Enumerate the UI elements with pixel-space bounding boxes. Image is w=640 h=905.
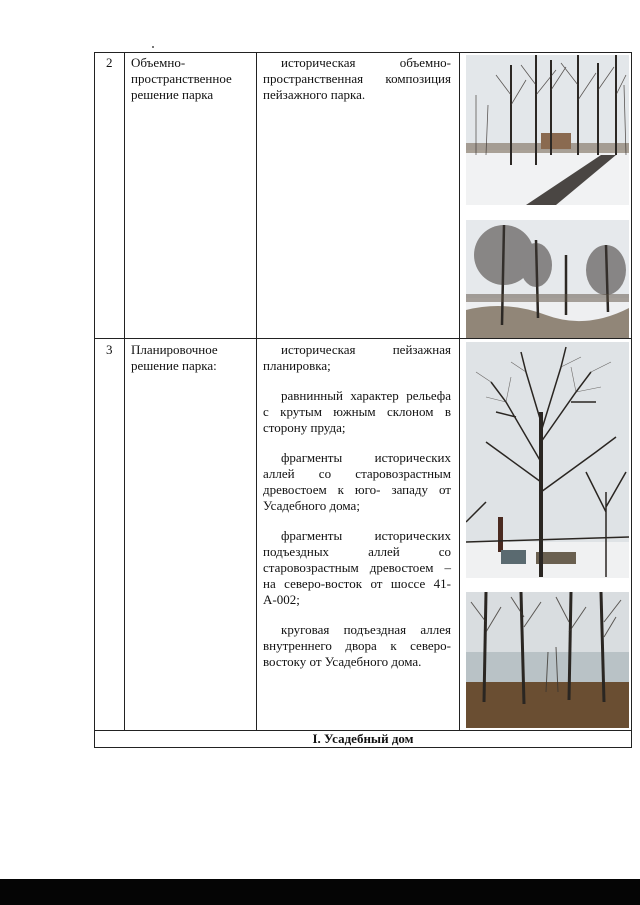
section-title: I. Усадебный дом [312,731,414,746]
row-name: Планировочное решение парка: [131,342,218,373]
description-paragraph: историческая объемно-пространственная композиция пейзажного парка. [263,55,451,102]
scan-edge [0,879,640,905]
row-description [263,342,451,670]
description-paragraph: круговая подъездная аллея внутреннего двора к северо-востоку от Усадебного дома. [263,622,451,669]
table-left-border [94,52,95,748]
park-photo [466,220,629,338]
table-top-border [94,52,632,53]
description-paragraph: фрагменты исторических подъездных аллей со старовозрастным древостоем – на северо-восток от шоссе 41-А-002; [263,528,451,607]
row-number: 2 [106,55,113,70]
description-paragraph: фрагменты исторических аллей со старовозрастным древостоем к юго- западу от Усадебного дома; [263,450,451,513]
park-photo [466,342,629,578]
park-photo [466,55,629,205]
table-right-border [631,52,632,748]
row-divider [94,338,632,339]
column-divider [256,52,257,731]
park-photo [466,592,629,728]
column-divider [124,52,125,731]
column-divider [459,52,460,731]
row-number: 3 [106,342,113,357]
row-description [263,55,451,103]
row-name: Объемно-пространственное решение парка [131,55,232,102]
table-bottom-border [94,747,632,748]
description-paragraph: равнинный характер рельефа с крутым южным склоном в сторону пруда; [263,388,451,435]
description-paragraph: историческая пейзажная планировка; [263,342,451,373]
scan-speck [152,46,154,48]
